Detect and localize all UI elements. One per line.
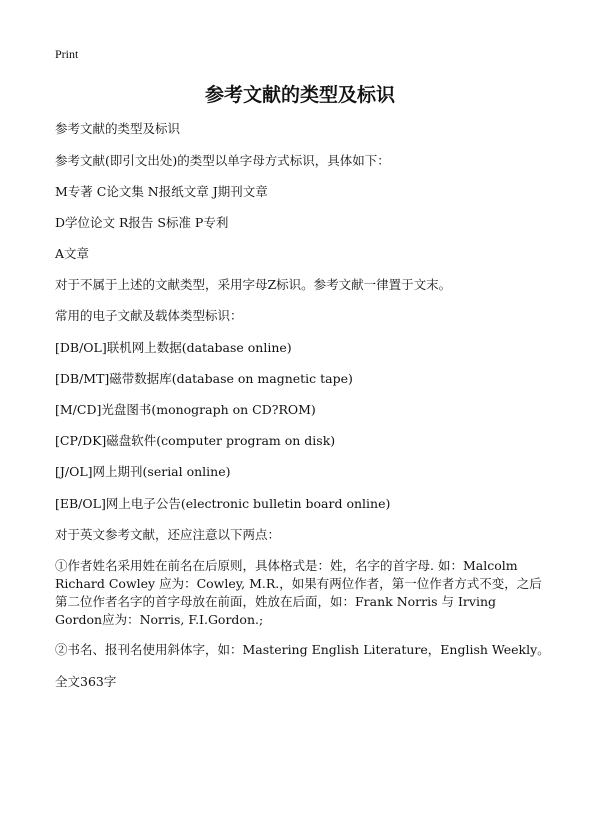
paragraph-italic-title-rule: ②书名、报刊名使用斜体字，如：Mastering English Literature，English Weekly。 bbox=[55, 642, 550, 657]
paragraph-section-heading: 参考文献的类型及标识 bbox=[55, 121, 181, 136]
paragraph-type-codes-1: M专著 C论文集 N报纸文章 J期刊文章 bbox=[55, 184, 268, 199]
paragraph-j-ol: [J/OL]网上期刊(serial online) bbox=[55, 464, 231, 479]
paragraph-eb-ol: [EB/OL]网上电子公告(electronic bulletin board online) bbox=[55, 496, 391, 511]
paragraph-electronic-heading: 常用的电子文献及载体类型标识： bbox=[55, 308, 243, 323]
paragraph-english-notes-heading: 对于英文参考文献，还应注意以下两点： bbox=[55, 527, 281, 542]
paragraph-intro: 参考文献(即引文出处)的类型以单字母方式标识，具体如下： bbox=[55, 153, 390, 168]
paragraph-other-types: 对于不属于上述的文献类型，采用字母Z标识。参考文献一律置于文末。 bbox=[55, 277, 452, 292]
paragraph-type-codes-2: D学位论文 R报告 S标准 P专利 bbox=[55, 215, 229, 230]
paragraph-db-mt: [DB/MT]磁带数据库(database on magnetic tape) bbox=[55, 371, 353, 386]
paragraph-author-name-rule: ①作者姓名采用姓在前名在后原则，具体格式是：姓，名字的首字母. 如：Malcolm Richard Cowley 应为：Cowley, M.R.，如果有两位作者，第一位作者方式不变，之后第二位作者名字的首字母放在前面，姓放在后面，如：Frank Norris 与 Irving Gordon应为：Norris, F.I.Gordon.; bbox=[55, 558, 542, 627]
paragraph-word-count: 全文363字 bbox=[55, 674, 117, 689]
paragraph-m-cd: [M/CD]光盘图书(monograph on CD?ROM) bbox=[55, 402, 316, 417]
paragraph-type-codes-3: A文章 bbox=[55, 246, 90, 261]
paragraph-cp-dk: [CP/DK]磁盘软件(computer program on disk) bbox=[55, 433, 336, 448]
document-title: 参考文献的类型及标识 bbox=[204, 84, 395, 106]
print-label: Print bbox=[55, 47, 79, 61]
paragraph-db-ol: [DB/OL]联机网上数据(database online) bbox=[55, 340, 292, 355]
